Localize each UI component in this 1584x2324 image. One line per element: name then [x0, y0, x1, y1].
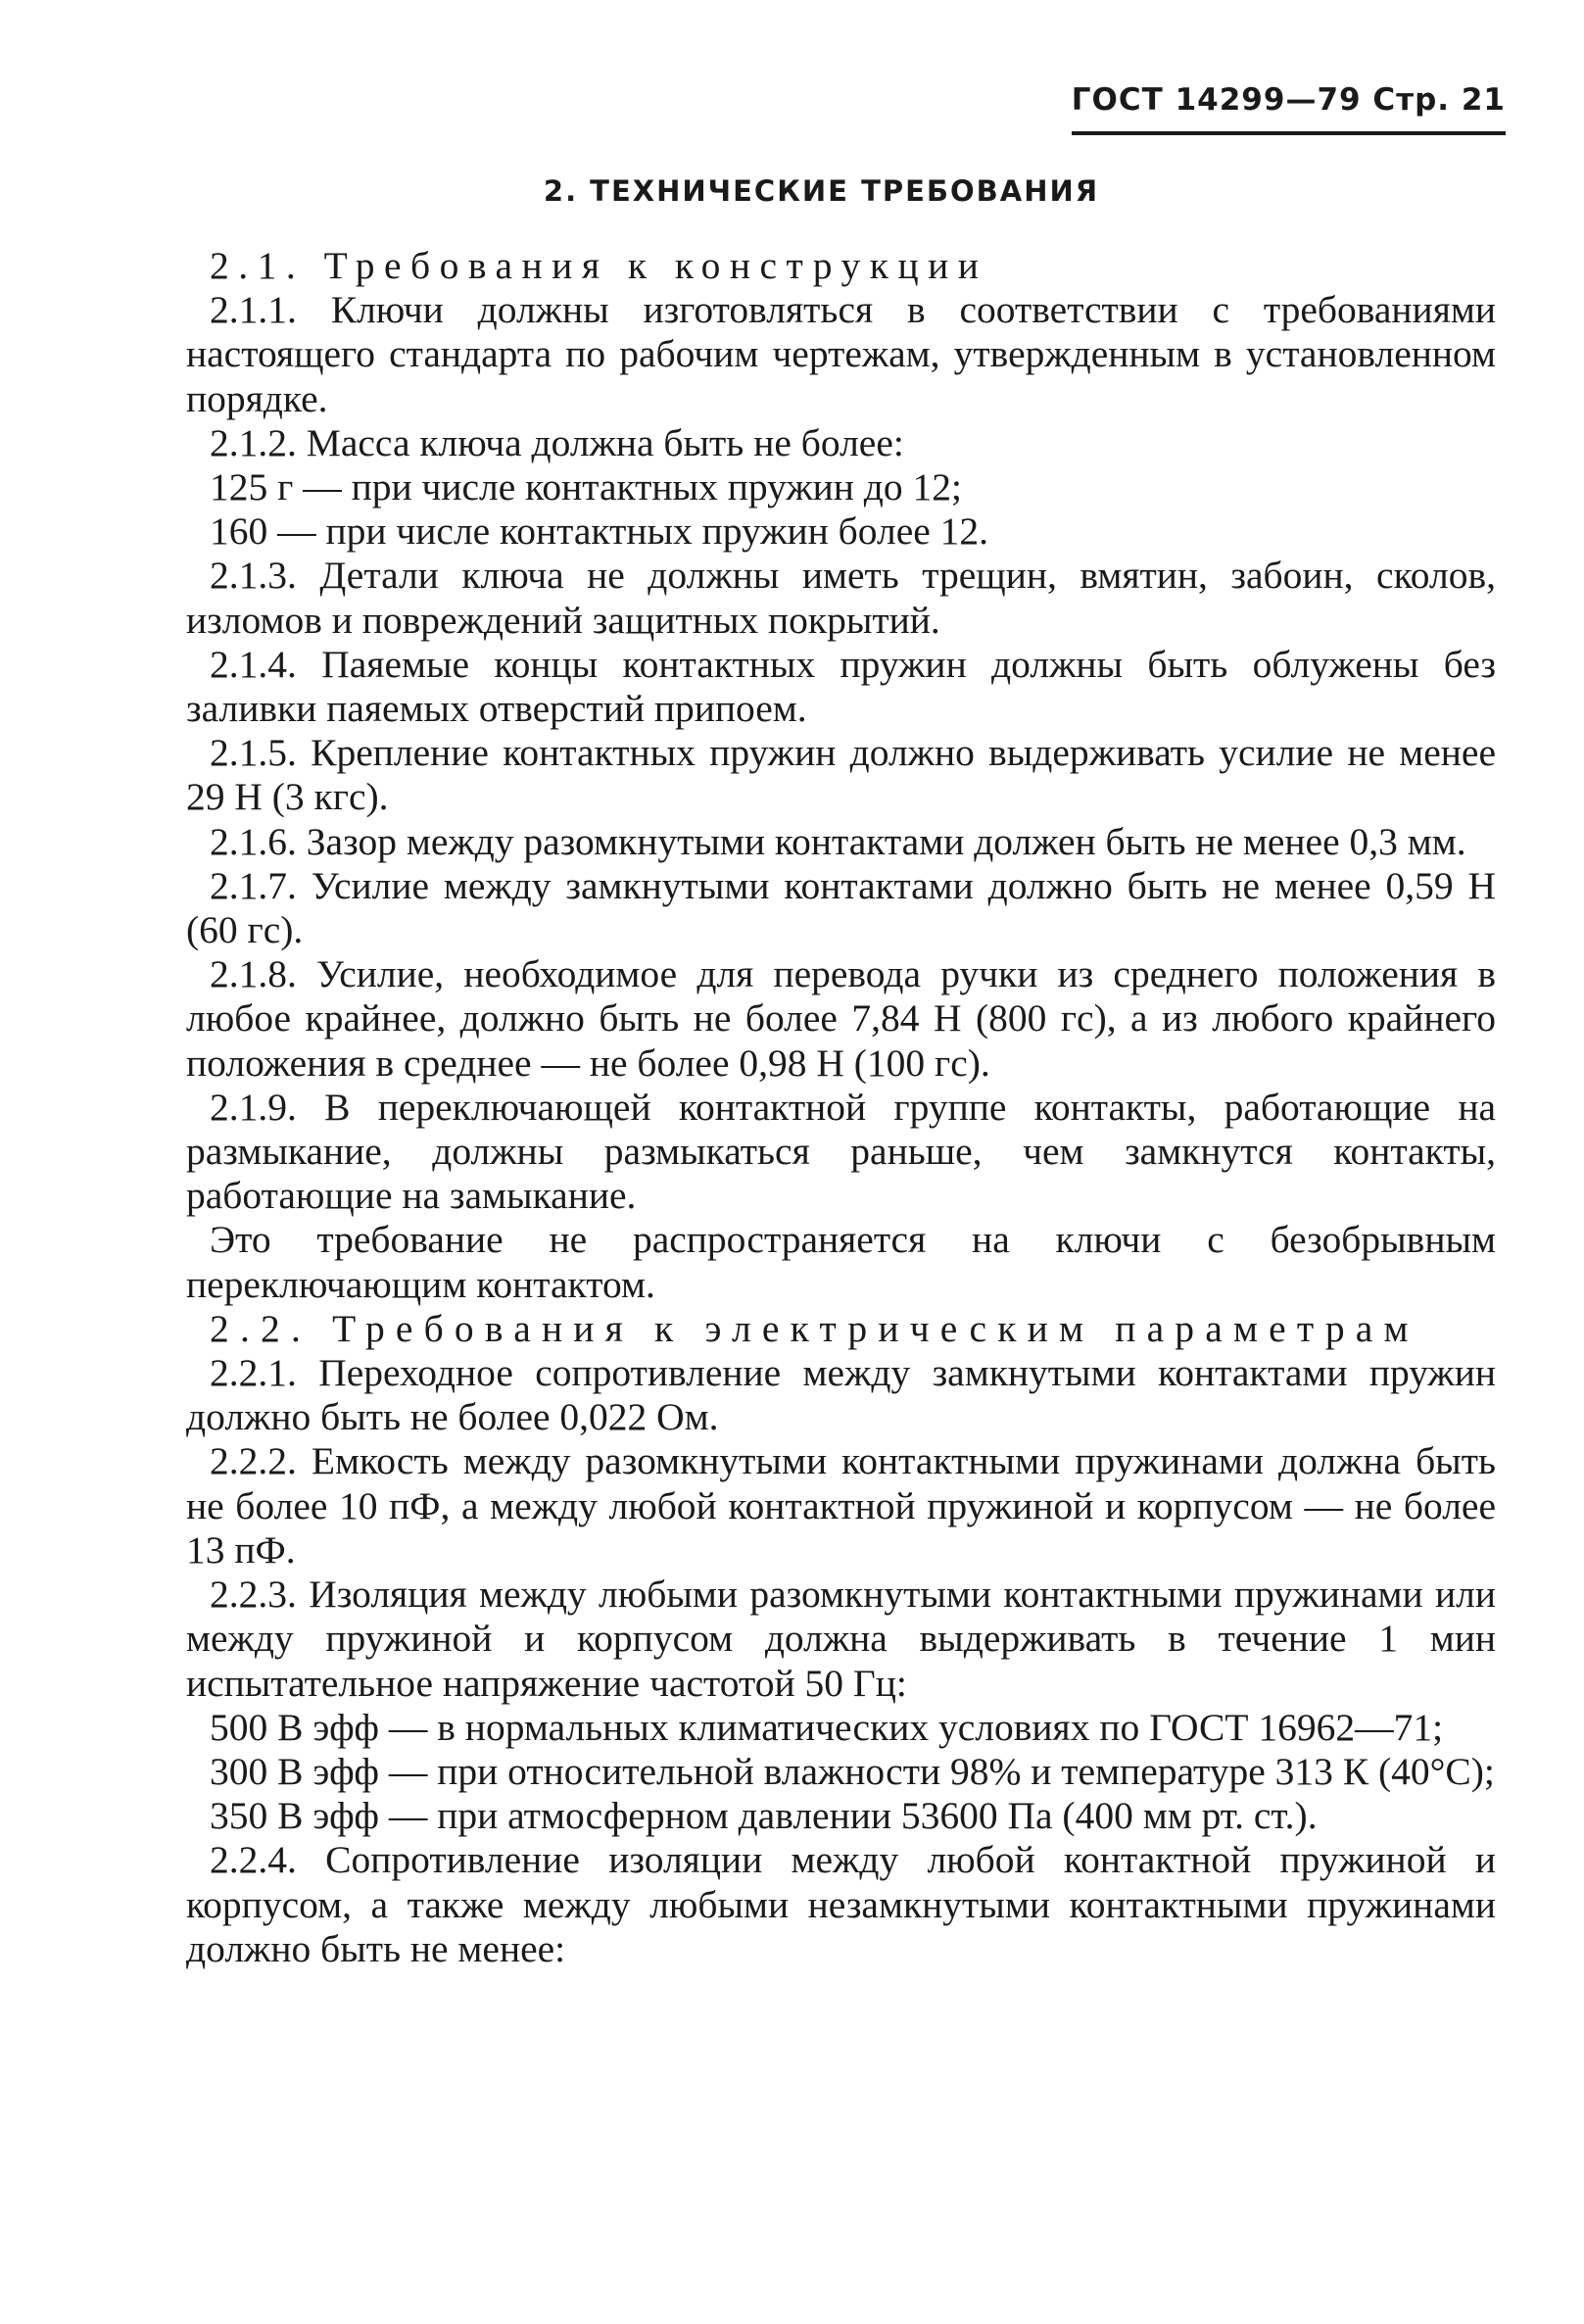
paragraph-2-1-1: 2.1.1. Ключи должны изготовляться в соответствии с требованиями настоящего стандарта по рабочим чертежам, утвержденным в установленном порядке. — [186, 288, 1496, 420]
list-item-mass-160: 160 — при числе контактных пружин более 12. — [210, 509, 989, 554]
list-item-mass-125: 125 г — при числе контактных пружин до 12; — [210, 465, 962, 509]
paragraph-2-1-9-note: Это требование не распространяется на ключи с безобрывным переключающим контактом. — [186, 1218, 1496, 1306]
paragraph-2-1-6: 2.1.6. Зазор между разомкнутыми контактами должен быть не менее 0,3 мм. — [210, 819, 1466, 863]
paragraph-2-1-9: 2.1.9. В переключающей контактной группе контакты, работающие на размыкание, должны размыкаться раньше, чем замкнутся контакты, работающие на замыкание. — [186, 1085, 1496, 1218]
subsection-heading-2-1: 2.1. Требования к конструкции — [210, 244, 988, 287]
list-item-voltage-500: 500 В эфф — в нормальных климатических условиях по ГОСТ 16962—71; — [210, 1705, 1444, 1749]
list-item-voltage-300: 300 В эфф — при относительной влажности 98% и температуре 313 К (40°С); — [210, 1749, 1495, 1793]
paragraph-2-1-4: 2.1.4. Паяемые концы контактных пружин должны быть облужены без заливки паяемых отверстий припоем. — [186, 642, 1496, 731]
paragraph-2-1-8: 2.1.8. Усилие, необходимое для перевода ручки из среднего положения в любое крайнее, должно быть не более 7,84 Н (800 гс), а из любого крайнего положения в среднее — не более 0,98 Н (100 гс). — [186, 952, 1496, 1085]
document-body — [186, 244, 1496, 1971]
paragraph-2-2-4: 2.2.4. Сопротивление изоляции между любой контактной пружиной и корпусом, а также между любыми незамкнутыми контактными пружинами должно быть не менее: — [186, 1838, 1496, 1970]
list-item-voltage-350: 350 В эфф — при атмосферном давлении 53600 Па (400 мм рт. ст.). — [210, 1794, 1318, 1838]
section-title: 2. ТЕХНИЧЕСКИЕ ТРЕБОВАНИЯ — [543, 174, 1100, 208]
paragraph-2-2-1: 2.2.1. Переходное сопротивление между замкнутыми контактами пружин должно быть не более 0,022 Ом. — [186, 1351, 1496, 1439]
paragraph-2-1-7: 2.1.7. Усилие между замкнутыми контактами должно быть не менее 0,59 Н (60 гс). — [186, 863, 1496, 952]
paragraph-2-2-3: 2.2.3. Изоляция между любыми разомкнутыми контактными пружинами или между пружиной и корпусом должна выдерживать в течение 1 мин испытательное напряжение частотой 50 Гц: — [186, 1573, 1496, 1705]
paragraph-2-1-2: 2.1.2. Масса ключа должна быть не более: — [210, 420, 904, 464]
paragraph-2-2-2: 2.2.2. Емкость между разомкнутыми контактными пружинами должна быть не более 10 пФ, а между любой контактной пружиной и корпусом — не более 13 пФ. — [186, 1439, 1496, 1572]
running-head: ГОСТ 14299—79 Стр. 21 — [1072, 82, 1506, 135]
subsection-heading-2-2: 2.2. Требования к электрическим параметрам — [210, 1306, 1419, 1350]
paragraph-2-1-3: 2.1.3. Детали ключа не должны иметь трещин, вмятин, забоин, сколов, изломов и повреждений защитных покрытий. — [186, 554, 1496, 642]
paragraph-2-1-5: 2.1.5. Крепление контактных пружин должно выдерживать усилие не менее 29 Н (3 кгс). — [186, 731, 1496, 819]
